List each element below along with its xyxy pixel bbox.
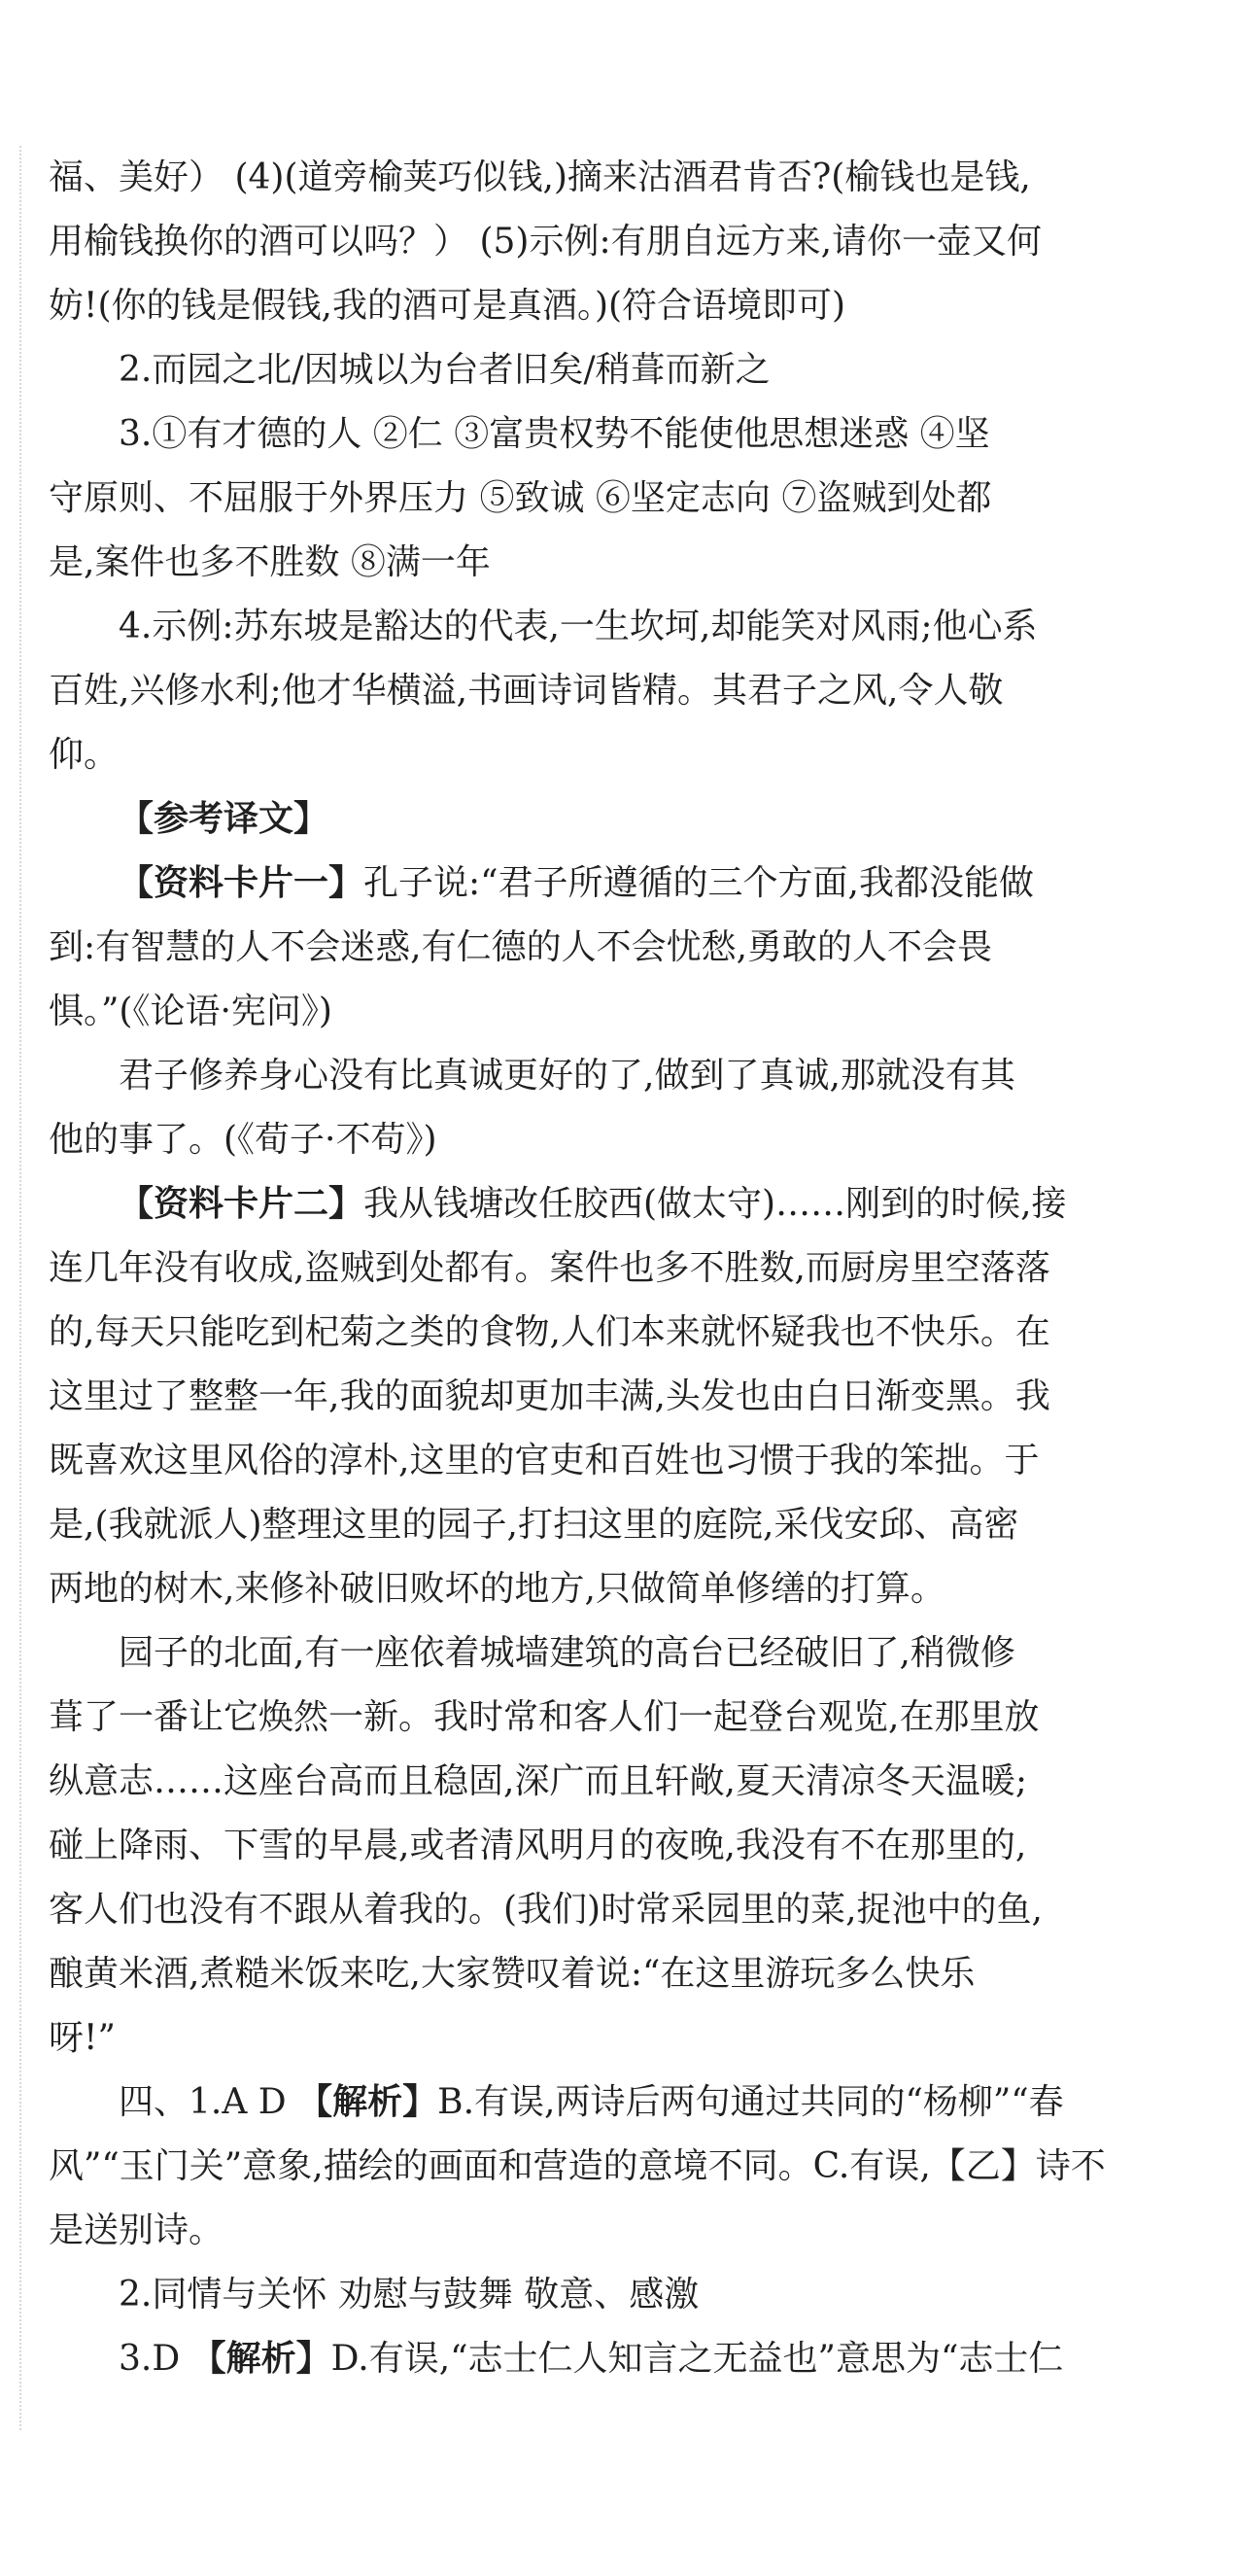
text-line: 既喜欢这里风俗的淳朴,这里的官吏和百姓也习惯于我的笨拙。于: [49, 1441, 1040, 1480]
text-span: 3.D: [119, 2339, 191, 2379]
text-line: 2.而园之北/因城以为台者旧矣/稍葺而新之: [119, 350, 771, 390]
text-line: 百姓,兴修水利;他才华横溢,书画诗词皆精。其君子之风,令人敬: [49, 671, 1004, 711]
text-span: D.有误,“志士仁人知言之无益也”意思为“志士仁: [330, 2339, 1064, 2379]
card-two-heading: 【资料卡片二】: [119, 1184, 364, 1224]
text-line: 碰上降雨、下雪的早晨,或者清风明月的夜晚,我没有不在那里的,: [49, 1826, 1027, 1865]
text-line: 是,(我就派人)整理这里的园子,打扫这里的庭院,采伐安邱、高密: [49, 1505, 1019, 1545]
text-line: [49, 2327, 1142, 2391]
text-line: 是,案件也多不胜数 ⑧满一年: [49, 542, 491, 582]
text-line: 到:有智慧的人不会迷惑,有仁德的人不会忧愁,勇敢的人不会畏: [49, 927, 993, 967]
text-line: 4.示例:苏东坡是豁达的代表,一生坎坷,却能笑对风雨;他心系: [119, 607, 1038, 646]
text-line: 风”“玉门关”意象,描绘的画面和营造的意境不同。C.有误,【乙】诗不: [49, 2146, 1106, 2186]
text-line: 酿黄米酒,煮糙米饭来吃,大家赞叹着说:“在这里游玩多么快乐: [49, 1954, 976, 1994]
text-line: 君子修养身心没有比真诚更好的了,做到了真诚,那就没有其: [119, 1056, 1015, 1096]
text-line: 仰。: [49, 735, 120, 775]
card-one-heading: 【资料卡片一】: [119, 863, 364, 903]
text-line: 客人们也没有不跟从着我的。(我们)时常采园里的菜,捉池中的鱼,: [49, 1890, 1043, 1930]
text-span: 孔子说:“君子所遵循的三个方面,我都没能做: [363, 863, 1034, 903]
section-heading-translation: 【参考译文】: [119, 799, 329, 839]
text-span: 我从钱塘改任胶西(做太守)……刚到的时候,接: [363, 1184, 1067, 1224]
analysis-label: 【解析】: [297, 2082, 438, 2122]
text-line: 3.①有才德的人 ②仁 ③富贵权势不能使他思想迷惑 ④坚: [119, 414, 990, 454]
text-line: 纵意志……这座台高而且稳固,深广而且轩敞,夏天清凉冬天温暖;: [49, 1761, 1028, 1801]
text-span: 四、1.A D: [119, 2082, 298, 2122]
text-line: 园子的北面,有一座依着城墙建筑的高台已经破旧了,稍微修: [119, 1633, 1015, 1673]
text-line: 的,每天只能吃到杞菊之类的食物,人们本来就怀疑我也不快乐。在: [49, 1312, 1050, 1352]
text-line: 连几年没有收成,盗贼到处都有。案件也多不胜数,而厨房里空落落: [49, 1248, 1050, 1288]
text-line: 惧。”(《论语·宪问》): [49, 992, 332, 1031]
text-line: 他的事了。(《荀子·不苟》): [49, 1120, 437, 1160]
text-line: 守原则、不屈服于外界压力 ⑤致诚 ⑥坚定志向 ⑦盗贼到处都: [49, 478, 992, 518]
text-line: [49, 852, 1142, 916]
text-line: 是送别诗。: [49, 2210, 224, 2250]
text-line: 呀!”: [49, 2018, 116, 2058]
text-line: 两地的树木,来修补破旧败坏的地方,只做简单修缮的打算。: [49, 1569, 945, 1609]
page-edge-divider: [19, 146, 21, 2430]
text-line: 葺了一番让它焕然一新。我时常和客人们一起登台观览,在那里放: [49, 1697, 1040, 1737]
analysis-label: 【解析】: [190, 2339, 331, 2379]
text-line: 这里过了整整一年,我的面貌却更加丰满,头发也由白日渐变黑。我: [49, 1376, 1050, 1416]
answer-text-body: [49, 146, 1142, 2391]
text-line: 福、美好） (4)(道旁榆荚巧似钱,)摘来沽酒君肯否?(榆钱也是钱,: [49, 157, 1031, 197]
text-line: 用榆钱换你的酒可以吗？） (5)示例:有朋自远方来,请你一壶又何: [49, 222, 1043, 261]
text-line: [49, 2071, 1142, 2135]
text-line: 妨!(你的钱是假钱,我的酒可是真酒。)(符合语境即可): [49, 286, 846, 326]
text-line: [49, 1172, 1142, 1236]
text-span: B.有误,两诗后两句通过共同的“杨柳”“春: [437, 2082, 1064, 2122]
text-line: 2.同情与关怀 劝慰与鼓舞 敬意、感激: [119, 2275, 700, 2315]
